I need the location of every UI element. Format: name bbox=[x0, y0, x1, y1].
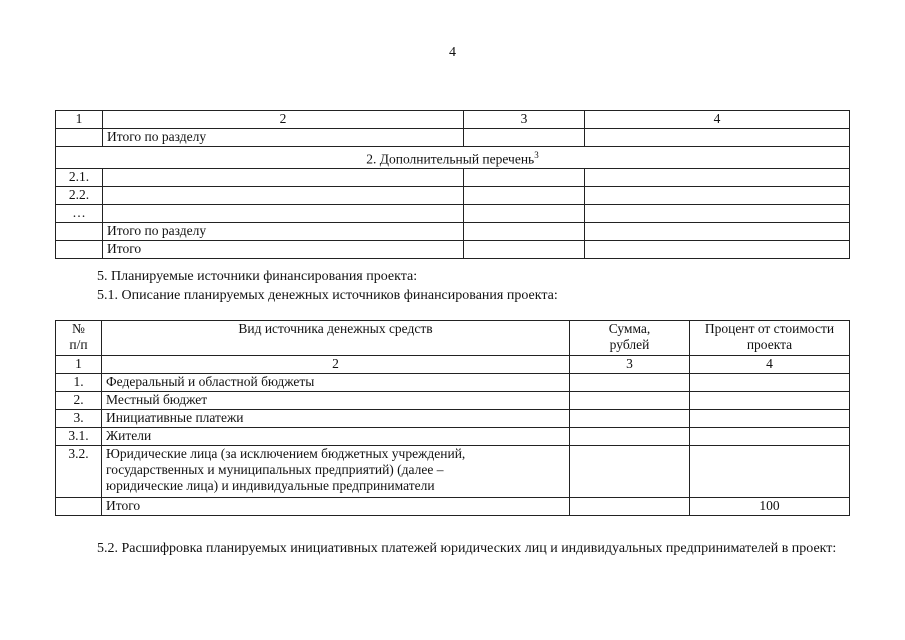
row-number: 2.1. bbox=[56, 168, 103, 186]
table-row bbox=[56, 446, 850, 498]
table-header-row bbox=[56, 321, 850, 356]
subtotal-label: Итого по разделу bbox=[103, 129, 464, 147]
table-row bbox=[56, 129, 850, 147]
header-cell: 4 bbox=[585, 111, 850, 129]
table-row bbox=[56, 240, 850, 258]
expenses-table bbox=[55, 110, 850, 259]
header-num: № п/п bbox=[56, 321, 102, 356]
table-index-row bbox=[56, 356, 850, 374]
row-number: … bbox=[56, 204, 103, 222]
total-label: Итого bbox=[103, 240, 464, 258]
row-number: 1. bbox=[56, 374, 102, 392]
header-cell: 1 bbox=[56, 111, 103, 129]
index-cell: 3 bbox=[570, 356, 690, 374]
section52-text: 5.2. Расшифровка планируемых инициативных платежей юридических лиц и индивидуальных предпринимателей в проект: bbox=[97, 541, 837, 556]
table-row bbox=[56, 204, 850, 222]
row-label: Федеральный и областной бюджеты bbox=[102, 374, 570, 392]
row-number: 2. bbox=[56, 392, 102, 410]
funding-sources-table bbox=[55, 320, 850, 516]
header-kind: Вид источника денежных средств bbox=[102, 321, 570, 356]
section-title-row bbox=[56, 147, 850, 169]
table-row bbox=[56, 410, 850, 428]
row-number: 3.2. bbox=[56, 446, 102, 498]
header-percent: Процент от стоимости проекта bbox=[690, 321, 850, 356]
table-header-row bbox=[56, 111, 850, 129]
table-row bbox=[56, 186, 850, 204]
row-number: 3. bbox=[56, 410, 102, 428]
row-label: Жители bbox=[102, 428, 570, 446]
row-label: Местный бюджет bbox=[102, 392, 570, 410]
subtotal-label: Итого по разделу bbox=[103, 222, 464, 240]
header-cell: 2 bbox=[103, 111, 464, 129]
section5-title: 5. Планируемые источники финансирования проекта: bbox=[97, 269, 418, 284]
row-number: 3.1. bbox=[56, 428, 102, 446]
header-cell: 3 bbox=[464, 111, 585, 129]
total-label: Итого bbox=[102, 498, 570, 516]
row-number: 2.2. bbox=[56, 186, 103, 204]
table-row bbox=[56, 428, 850, 446]
footnote-mark: 3 bbox=[534, 150, 539, 160]
table-row bbox=[56, 392, 850, 410]
index-cell: 4 bbox=[690, 356, 850, 374]
header-sum: Сумма, рублей bbox=[570, 321, 690, 356]
table-total-row bbox=[56, 498, 850, 516]
row-label: Инициативные платежи bbox=[102, 410, 570, 428]
section2-title: 2. Дополнительный перечень bbox=[366, 151, 535, 167]
row-label: Юридические лица (за исключением бюджетных учреждений, государственных и муниципальных предприятий) (далее – юридические лица) и индивидуальные предприниматели bbox=[102, 446, 570, 498]
page-number: 4 bbox=[449, 45, 456, 60]
table-row bbox=[56, 374, 850, 392]
table-row bbox=[56, 222, 850, 240]
index-cell: 1 bbox=[56, 356, 102, 374]
table-row bbox=[56, 168, 850, 186]
total-percent: 100 bbox=[690, 498, 850, 516]
index-cell: 2 bbox=[102, 356, 570, 374]
section5-subtitle: 5.1. Описание планируемых денежных источников финансирования проекта: bbox=[97, 288, 558, 303]
